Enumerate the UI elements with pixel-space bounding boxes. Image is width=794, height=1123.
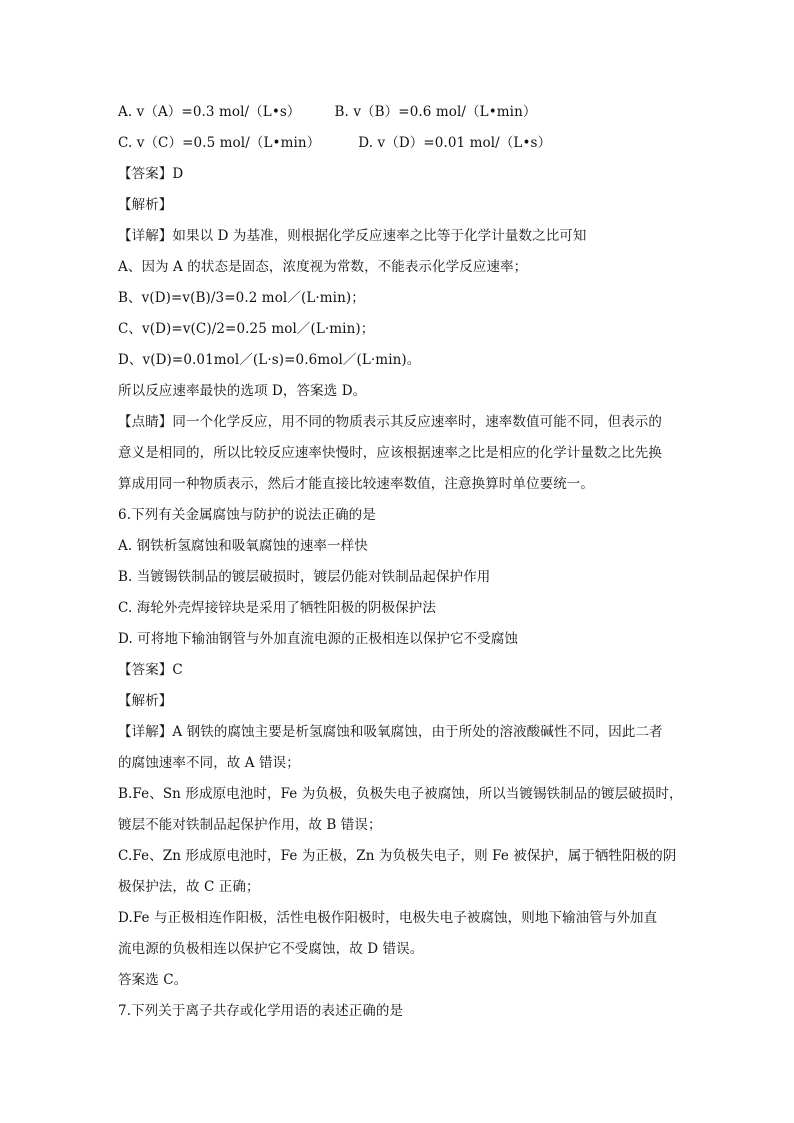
- q5-tip-line: 算成用同一种物质表示，然后才能直接比较速率数值，注意换算时单位要统一。: [118, 476, 594, 492]
- q6-stem: 6.下列有关金属腐蚀与防护的说法正确的是: [118, 507, 376, 523]
- q6-option-a: A. 钢铁析氢腐蚀和吸氧腐蚀的速率一样快: [118, 538, 368, 554]
- q6-option-c: C. 海轮外壳焊接锌块是采用了牺牲阳极的阴极保护法: [118, 600, 436, 616]
- q6-option-d: D. 可将地下输油钢管与外加直流电源的正极相连以保护它不受腐蚀: [118, 631, 519, 647]
- q5-tip-line: 【点睛】同一个化学反应，用不同的物质表示其反应速率时，速率数值可能不同，但表示的: [118, 414, 662, 430]
- q5-option-b: B. v（B）=0.6 mol/（L•min）: [334, 104, 537, 120]
- q6-conclusion: 答案选 C。: [118, 972, 188, 988]
- q6-detail-line: B.Fe、Sn 形成原电池时，Fe 为负极，负极失电子被腐蚀，所以当镀锡铁制品的镀层破损时，: [118, 786, 683, 802]
- q6-option-b: B. 当镀锡铁制品的镀层破损时，镀层仍能对铁制品起保护作用: [118, 569, 491, 585]
- q5-detail-line: C、v(D)=v(C)/2=0.25 mol／(L·min)；: [118, 321, 375, 337]
- q6-analysis-heading: 【解析】: [118, 693, 173, 709]
- q5-detail-line: B、v(D)=v(B)/3=0.2 mol／(L·min)；: [118, 290, 365, 306]
- q7-stem: 7.下列关于离子共存或化学用语的表述正确的是: [118, 1003, 404, 1019]
- q6-detail-line: 的腐蚀速率不同，故 A 错误；: [118, 755, 300, 771]
- q6-detail-line: C.Fe、Zn 形成原电池时，Fe 为正极，Zn 为负极失电子，则 Fe 被保护，属于牺牲阳极的阴: [118, 848, 677, 864]
- q5-tip-line: 意义是相同的，所以比较反应速率快慢时，应该根据速率之比是相应的化学计量数之比先换: [118, 445, 662, 461]
- q6-detail-line: 流电源的负极相连以保护它不受腐蚀，故 D 错误。: [118, 941, 424, 957]
- q5-detail-line: A、因为 A 的状态是固态，浓度视为常数，不能表示化学反应速率；: [118, 259, 528, 275]
- q6-detail-line: 极保护法，故 C 正确；: [118, 879, 260, 895]
- q6-detail-line: 镀层不能对铁制品起保护作用，故 B 错误；: [118, 817, 382, 833]
- q5-option-d: D. v（D）=0.01 mol/（L•s）: [358, 135, 552, 151]
- q5-detail-intro: 【详解】如果以 D 为基准，则根据化学反应速率之比等于化学计量数之比可知: [118, 228, 587, 244]
- q5-options-row-2: [118, 133, 688, 153]
- q5-analysis-heading: 【解析】: [118, 197, 173, 213]
- q5-options-row-1: [118, 102, 688, 122]
- q6-answer: 【答案】C: [118, 662, 183, 678]
- q5-answer: 【答案】D: [118, 166, 184, 182]
- q5-option-c: C. v（C）=0.5 mol/（L•min）: [118, 135, 321, 151]
- q5-conclusion: 所以反应速率最快的选项 D，答案选 D。: [118, 383, 367, 399]
- q6-detail-line: 【详解】A 钢铁的腐蚀主要是析氢腐蚀和吸氧腐蚀，由于所处的溶液酸碱性不同，因此二者: [118, 724, 663, 740]
- q5-option-a: A. v（A）=0.3 mol/（L•s）: [118, 104, 301, 120]
- q5-detail-line: D、v(D)=0.01mol／(L·s)=0.6mol／(L·min)。: [118, 352, 421, 368]
- q6-detail-line: D.Fe 与正极相连作阳极，活性电极作阳极时，电极失电子被腐蚀，则地下输油管与外加直: [118, 910, 658, 926]
